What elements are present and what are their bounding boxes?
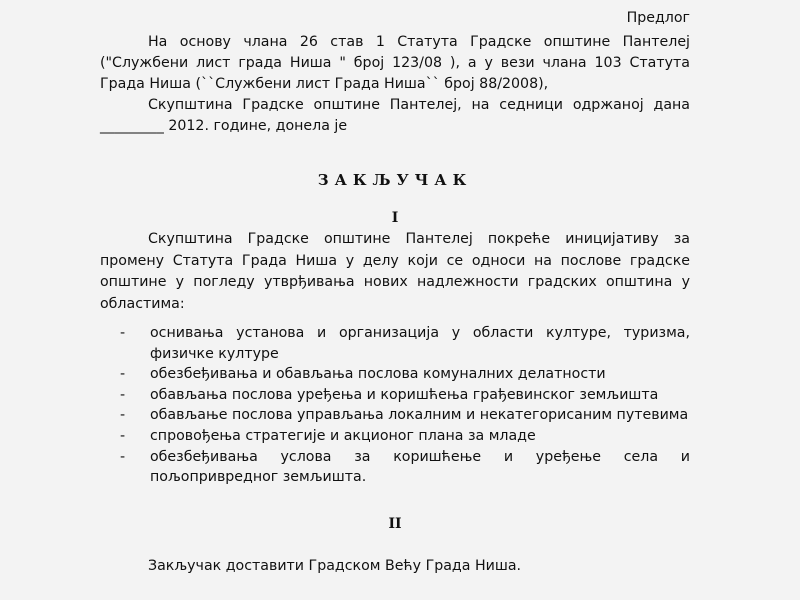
- section-2-heading: II: [388, 516, 402, 532]
- list-item-text: обезбеђивања и обављања послова комуналних делатности: [150, 366, 606, 383]
- dash-bullet: -: [120, 407, 126, 424]
- dash-bullet: -: [120, 427, 126, 444]
- list-item: [100, 323, 690, 364]
- preamble-line: На основу члана 26 став 1 Статута Градске општине Пантелеј: [148, 34, 690, 50]
- preamble-line: Скупштина Градске општине Пантелеј, на седници одржаној дана: [148, 97, 690, 113]
- section-1-heading: I: [391, 210, 399, 226]
- list-item: [100, 364, 690, 385]
- list-item: [100, 447, 690, 488]
- competence-list: [100, 323, 690, 488]
- list-item: [100, 385, 690, 406]
- dash-bullet: -: [120, 325, 126, 341]
- list-item-text: обезбеђивања услова за коришћење и уређење села и пољопривредног земљишта.: [150, 448, 690, 486]
- section-1-text: Скупштина Градске општине Пантелеј покреће иницијативу за промену Статута Града Ниша у делу који се односи на послове градске општине у погледу утврђивања нових надлежности градских општина у областима:: [100, 231, 690, 312]
- preamble-line: Града Ниша (``Службени лист Града Ниша`` број 88/2008),: [100, 76, 549, 92]
- preamble-line: _________ 2012. године, донела је: [100, 118, 348, 134]
- proposal-label: Предлог: [626, 10, 690, 26]
- list-item-text: оснивања установа и организација у области културе, туризма, физичке културе: [150, 325, 690, 362]
- section-2-text: Закључак доставити Градском Већу Града Ниша.: [148, 558, 522, 574]
- list-item-text: обављање послова управљања локалним и некатегорисаним путевима: [150, 407, 689, 424]
- preamble: [100, 32, 690, 137]
- list-item-text: спровођења стратегије и акционог плана за младе: [150, 427, 536, 444]
- dash-bullet: -: [120, 448, 126, 465]
- preamble-line: ("Службени лист града Ниша " број 123/08 ), а у вези члана 103 Статута: [100, 55, 690, 71]
- document-title: ЗАКЉУЧАК: [317, 171, 473, 189]
- list-item-text: обављања послова уређења и коришћења грађевинског земљишта: [150, 386, 659, 403]
- dash-bullet: -: [120, 386, 126, 403]
- list-item: [100, 405, 690, 426]
- dash-bullet: -: [120, 366, 126, 383]
- list-item: [100, 426, 690, 447]
